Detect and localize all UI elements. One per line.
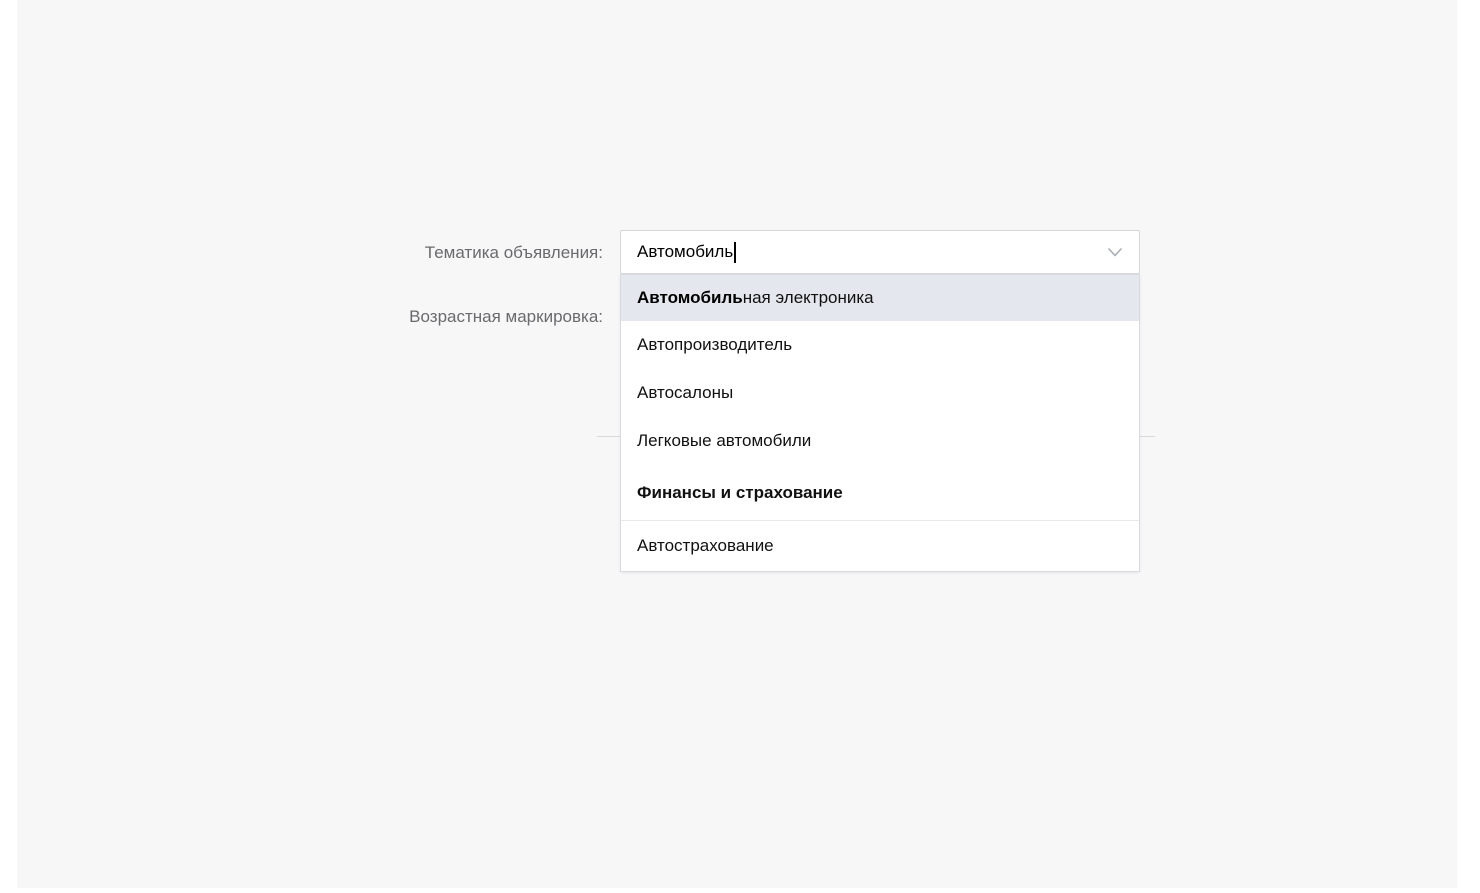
dropdown-group-header bbox=[621, 465, 1139, 520]
dropdown-option[interactable] bbox=[621, 321, 1139, 369]
option-text: Легковые автомобили bbox=[637, 431, 812, 450]
dropdown-option[interactable] bbox=[621, 275, 1139, 321]
dropdown-option[interactable] bbox=[621, 369, 1139, 417]
text-caret bbox=[734, 242, 736, 263]
option-rest-text: ная электроника bbox=[742, 288, 874, 307]
topic-label: Тематика объявления: bbox=[424, 243, 603, 262]
group-header-text: Финансы и страхование bbox=[637, 482, 843, 502]
option-text: Автосалоны bbox=[637, 383, 734, 402]
dropdown-option[interactable] bbox=[621, 417, 1139, 465]
topic-suggestions-dropdown bbox=[620, 274, 1140, 572]
dropdown-option[interactable] bbox=[621, 520, 1139, 571]
option-text bbox=[637, 288, 874, 308]
topic-input[interactable] bbox=[620, 230, 1140, 274]
option-text: Автопроизводитель bbox=[637, 335, 793, 354]
chevron-down-icon[interactable] bbox=[1103, 240, 1127, 264]
option-match-text: Автомобиль bbox=[637, 288, 743, 307]
age-marking-label: Возрастная маркировка: bbox=[409, 307, 603, 326]
topic-input-value: Автомобиль bbox=[637, 242, 734, 261]
option-text: Автострахование bbox=[637, 536, 774, 555]
